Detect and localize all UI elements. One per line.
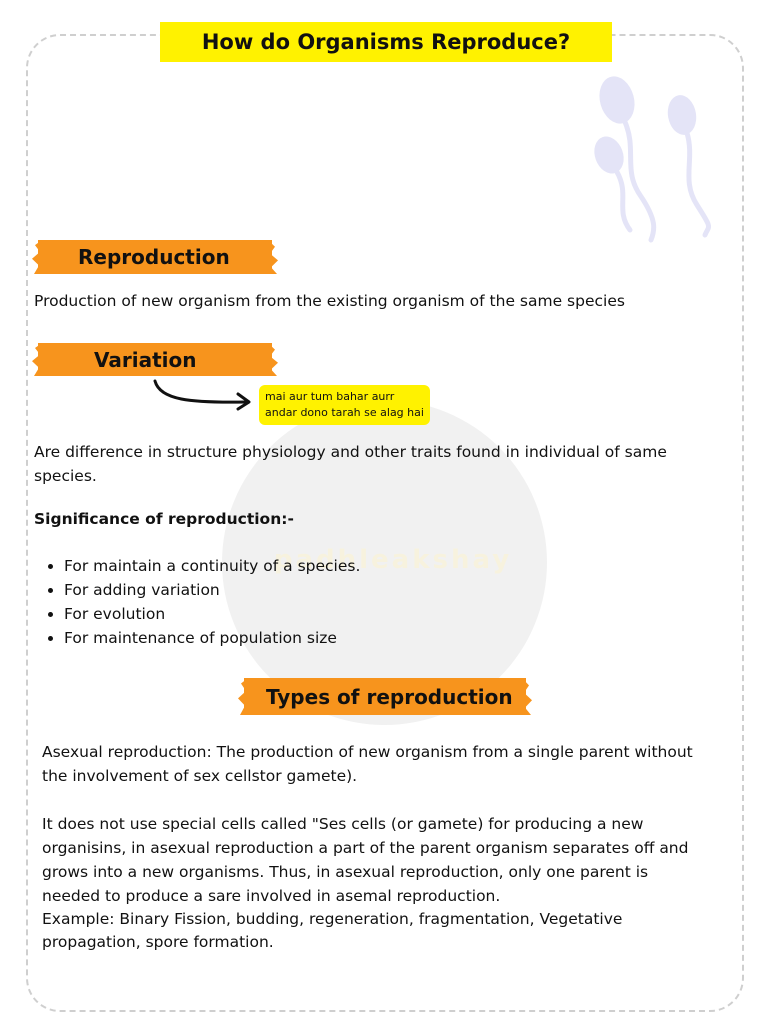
significance-list xyxy=(44,554,360,650)
asexual-para-line2: organisins, in asexual reproduction a part of the parent organism separates off and xyxy=(42,839,689,857)
example-line1: Example: Binary Fission, budding, regeneration, fragmentation, Vegetative xyxy=(42,910,623,928)
asexual-line2: the involvement of sex cellstor gamete). xyxy=(42,767,358,785)
variation-definition-line1: Are difference in structure physiology and other traits found in individual of same xyxy=(34,443,667,461)
variation-note xyxy=(259,385,430,425)
asexual-para-line4: needed to produce a sare involved in asemal reproduction. xyxy=(42,887,501,905)
note-line: andar dono tarah se alag hai xyxy=(265,406,424,419)
sperm-illustration-icon xyxy=(585,70,725,245)
types-heading xyxy=(244,678,526,715)
list-item: • For evolution xyxy=(64,602,360,626)
reproduction-heading-text: Reproduction xyxy=(78,245,230,269)
asexual-line1: Asexual reproduction: The production of new organism from a single parent without xyxy=(42,743,693,761)
note-line: mai aur tum bahar aurr xyxy=(265,390,395,403)
asexual-para-line1: It does not use special cells called "Ses cells (or gamete) for producing a new xyxy=(42,815,644,833)
reproduction-definition: Production of new organism from the existing organism of the same species xyxy=(34,292,625,310)
watermark-text: padhleakshay xyxy=(273,545,513,575)
page-title: How do Organisms Reproduce? xyxy=(160,22,612,62)
significance-heading: Significance of reproduction:- xyxy=(34,510,294,528)
asexual-para-line3: grows into a new organisms. Thus, in asexual reproduction, only one parent is xyxy=(42,863,649,881)
example-line2: propagation, spore formation. xyxy=(42,933,274,951)
list-item: • For maintain a continuity of a species. xyxy=(64,554,360,578)
variation-definition-line2: species. xyxy=(34,467,97,485)
list-item: • For maintenance of population size xyxy=(64,626,360,650)
reproduction-heading xyxy=(38,240,272,274)
variation-heading xyxy=(38,343,272,376)
types-heading-text: Types of reproduction xyxy=(266,684,513,709)
variation-heading-text: Variation xyxy=(94,347,197,372)
arrow-icon xyxy=(150,378,260,413)
list-item: • For adding variation xyxy=(64,578,360,602)
